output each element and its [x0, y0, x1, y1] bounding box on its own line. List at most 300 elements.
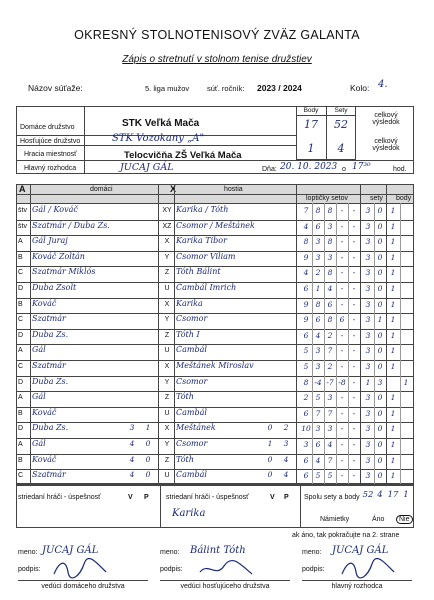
away-subs-p: P [284, 494, 289, 501]
home-player: Kováč [32, 407, 57, 417]
set-score: - [340, 408, 344, 418]
col-sets-header: loptičky setov [306, 195, 349, 202]
away-stat-p: 3 [283, 439, 289, 448]
set-score: - [352, 284, 356, 293]
home-signature [50, 558, 110, 580]
set-score: 8 [327, 315, 333, 325]
row-code: Z [164, 269, 170, 277]
set-score: 2 [327, 362, 333, 371]
sety-home: 3 [365, 284, 371, 293]
set-score: 3 [315, 252, 321, 262]
document-title: OKRESNÝ STOLNOTENISOVÝ ZVÄZ GALANTA [74, 28, 360, 42]
row-type: A [18, 394, 23, 402]
row-code: XZ [162, 222, 172, 230]
home-player: Kováč [32, 454, 57, 464]
row-code: U [164, 409, 170, 417]
row-code: Z [164, 331, 170, 339]
home-team-value: STK Veľká Mača [122, 118, 200, 129]
set-score: 8 [327, 268, 333, 278]
row-type: A [18, 238, 23, 246]
body-away: 1 [403, 377, 409, 387]
document-subtitle: Zápis o stretnutí v stolnom tenise družstiev [122, 54, 312, 65]
home-player: Szatmár / Duba Zs. [32, 220, 110, 230]
away-sub-value: Karika [172, 508, 206, 519]
row-type: C [18, 472, 24, 480]
home-stat-p: 0 [145, 439, 151, 448]
row-code: XY [162, 207, 172, 214]
sety-away: 0 [377, 346, 383, 356]
home-player: Duba Zsolt [32, 283, 77, 292]
sety-home: 3 [365, 315, 371, 325]
sety-home: 3 [365, 237, 371, 247]
set-score: 2 [315, 268, 321, 278]
body-home: 1 [390, 408, 396, 418]
row-code: X [164, 238, 170, 246]
meno-home-value: JUCAJ GÁL [42, 545, 99, 556]
home-player: Gál [32, 439, 46, 448]
body-home: 1 [390, 455, 396, 465]
sety-home: 1 [365, 377, 371, 387]
body-header: Body [303, 107, 319, 114]
meno-home-label: meno: [18, 549, 38, 556]
set-score: - [352, 268, 356, 278]
away-player: Čambál [176, 407, 207, 417]
set-score: - [340, 252, 344, 262]
home-stat-v: 4 [129, 454, 135, 464]
set-score: 8 [303, 237, 309, 247]
away-stat-p: 4 [283, 470, 289, 480]
set-score: - [340, 268, 344, 278]
away-player: Čambál Imrich [176, 283, 237, 292]
home-subs-p: P [144, 494, 149, 501]
away-player: Csomor [176, 376, 208, 386]
sety-away: 0 [377, 268, 383, 278]
away-player: Karika Tibor [176, 236, 227, 246]
set-score: - [340, 330, 344, 340]
home-player: Gál [32, 392, 46, 402]
podpis-ref-label: podpis: [302, 566, 325, 573]
round-label: Kolo: [350, 83, 370, 93]
row-type: štv [18, 222, 27, 230]
set-score: - [340, 393, 344, 403]
away-player: Tóth [176, 392, 194, 402]
row-code: Y [164, 316, 170, 324]
sety-away: 0 [377, 221, 383, 231]
sety-home: 3 [365, 268, 371, 278]
podpis-away-label: podpis: [160, 566, 183, 573]
sig-away-title: vedúci hosťujúceho družstva [180, 583, 270, 590]
competition-value: 5. liga mužov [145, 84, 190, 93]
away-stat-v: 1 [267, 439, 273, 448]
body-home: 1 [390, 221, 396, 231]
set-score: - [352, 330, 356, 340]
row-code: Z [164, 394, 170, 402]
away-player: Tóth [176, 454, 194, 464]
set-score: - [340, 206, 344, 215]
set-score: 5 [315, 393, 321, 403]
set-score: 9 [303, 299, 309, 309]
result-label-2: celkový výsledok [372, 138, 400, 152]
set-score: -7 [326, 377, 334, 387]
meno-ref-value: JUCAJ GÁL [332, 545, 389, 556]
away-stat-p: 4 [283, 454, 289, 464]
set-score: 5 [327, 471, 333, 481]
sety-home: 3 [365, 440, 371, 449]
body-home: 1 [390, 362, 396, 371]
sety-away: 0 [377, 206, 383, 215]
col-sety-header: sety [370, 195, 383, 202]
set-score: 6 [315, 315, 321, 325]
total-body-away: 1 [403, 490, 409, 500]
row-type: D [18, 425, 24, 433]
set-score: - [340, 424, 344, 434]
row-type: D [18, 285, 24, 292]
row-type: B [18, 300, 23, 308]
body-home: 1 [390, 299, 396, 309]
row-type: A [18, 347, 23, 355]
row-type: B [18, 253, 23, 261]
body-home: 1 [390, 393, 396, 403]
sety-away: 0 [377, 299, 383, 309]
set-score: - [340, 221, 344, 231]
home-stat-v: 4 [129, 439, 135, 448]
body-home: 1 [390, 424, 396, 434]
total-label: Spolu sety a body [304, 494, 360, 501]
home-player: Gál / Kováč [32, 205, 78, 214]
set-score: - [352, 424, 356, 434]
row-code: Y [164, 378, 170, 386]
home-body-total: 17 [304, 118, 318, 131]
set-score: 8 [315, 299, 321, 309]
set-score: 3 [315, 424, 321, 434]
col-hostia-header: hostia [224, 186, 243, 193]
set-score: 5 [303, 346, 309, 356]
sety-home: 3 [365, 330, 371, 340]
sety-away: 0 [377, 362, 383, 371]
home-stat-p: 1 [145, 423, 151, 433]
away-subs-v: V [270, 494, 275, 501]
set-score: - [352, 455, 356, 465]
set-score: 3 [327, 424, 333, 434]
sety-home: 3 [365, 221, 371, 231]
body-home: 1 [390, 284, 396, 293]
away-signature [196, 558, 256, 580]
home-player: Szatmár [32, 470, 66, 480]
away-subs-label: striedaní hráči - úspešnosť [166, 494, 249, 501]
set-score: - [352, 237, 356, 247]
set-score: - [352, 346, 356, 356]
set-score: 3 [327, 221, 333, 231]
time-unit: hod. [393, 166, 407, 173]
total-body-home: 17 [387, 490, 399, 500]
col-x-header: X [170, 184, 177, 194]
sety-away: 0 [377, 330, 383, 340]
competition-label: Názov súťaže: [28, 83, 83, 93]
set-score: 6 [327, 299, 333, 309]
set-score: - [340, 440, 344, 449]
row-type: C [18, 269, 24, 277]
body-home: 1 [390, 268, 396, 278]
set-score: - [340, 299, 344, 309]
set-score: 7 [327, 455, 333, 465]
set-score: 6 [339, 315, 345, 325]
home-player: Duba Zs. [32, 376, 69, 386]
sety-home: 3 [365, 252, 371, 262]
date-value: 20. 10. 2023 [280, 162, 338, 172]
sety-away: 0 [377, 393, 383, 403]
sety-home: 3 [365, 424, 371, 434]
away-player: Meštánek Miroslav [176, 361, 254, 370]
set-score: - [352, 471, 356, 481]
set-score: - [352, 440, 356, 449]
set-score: 4 [327, 284, 333, 293]
away-player: Karika [176, 298, 203, 308]
time-value: 17³⁰ [352, 162, 371, 172]
away-player: Csomor / Meštánek [176, 220, 255, 230]
set-score: - [340, 362, 344, 371]
set-score: - [352, 315, 356, 325]
sety-home: 3 [365, 362, 371, 371]
footer-block [16, 484, 414, 528]
set-score: 8 [315, 206, 321, 215]
row-code: X [164, 425, 170, 433]
set-score: - [340, 237, 344, 247]
set-score: 2 [303, 393, 309, 403]
total-sets-home: 52 [362, 490, 374, 500]
set-score: 4 [327, 440, 333, 449]
sety-home: 3 [365, 346, 371, 356]
sig-ref-title: hlavný rozhodca [331, 583, 383, 590]
set-score: - [340, 455, 344, 465]
set-score: 5 [315, 471, 321, 481]
sety-away: 3 [377, 377, 383, 387]
referee-value: JUCAJ GÁL [120, 162, 174, 173]
set-score: - [352, 362, 356, 371]
sety-home: 3 [365, 408, 371, 418]
set-score: - [352, 299, 356, 309]
set-score: 9 [303, 252, 309, 262]
protest-label: Námietky [320, 516, 350, 523]
sety-away: 0 [377, 252, 383, 262]
sig-home-title: vedúci domáceho družstva [41, 583, 125, 590]
set-score: - [352, 221, 356, 231]
protest-nie: Nie [396, 515, 413, 524]
body-home: 1 [390, 440, 396, 449]
home-player: Kováč Zoltán [32, 251, 85, 261]
home-subs-v: V [128, 494, 133, 501]
set-score: 8 [303, 377, 309, 387]
row-code: Y [164, 253, 170, 261]
home-player: Kováč [32, 298, 57, 308]
home-stat-v: 3 [129, 423, 135, 433]
home-player: Gál Juraj [32, 236, 68, 246]
away-body-total: 1 [307, 142, 315, 155]
row-code: Z [164, 456, 170, 464]
set-score: 7 [327, 408, 333, 418]
col-a-header: A [19, 184, 26, 194]
row-type: C [18, 316, 24, 324]
away-sety-total: 4 [337, 142, 345, 155]
set-score: 6 [303, 284, 309, 293]
meno-away-label: meno: [160, 549, 180, 556]
sety-home: 3 [365, 299, 371, 309]
set-score: 1 [315, 284, 321, 293]
set-score: 7 [303, 206, 309, 215]
row-type: D [18, 378, 24, 386]
continue-note: ak áno, tak pokračujte na 2. strane [292, 532, 400, 539]
away-team-label: Hosťujúce družstvo [20, 138, 81, 145]
sety-away: 0 [377, 471, 383, 481]
venue-label: Hracia miestnosť [24, 151, 77, 158]
set-score: 6 [303, 455, 309, 465]
sety-away: 0 [377, 284, 383, 293]
home-sety-total: 52 [334, 118, 348, 131]
away-player: Tóth I [176, 329, 200, 339]
set-score: -8 [338, 377, 346, 387]
podpis-home-label: podpis: [18, 566, 41, 573]
set-score: 3 [315, 346, 321, 356]
away-stat-v: 0 [267, 470, 273, 480]
set-score: - [352, 252, 356, 262]
row-type: A [18, 441, 23, 448]
row-code: X [164, 300, 170, 308]
away-stat-v: 0 [267, 454, 273, 464]
away-player: Karika / Tóth [176, 205, 229, 214]
home-team-label: Domáce družstvo [20, 124, 75, 131]
body-home: 1 [390, 330, 396, 340]
set-score: 6 [303, 330, 309, 340]
ref-signature [338, 558, 398, 580]
set-score: 3 [303, 440, 309, 449]
set-score: 6 [303, 408, 309, 418]
sety-home: 3 [365, 206, 371, 215]
home-subs-label: striedaní hráči - úspešnosť [18, 494, 101, 501]
row-type: B [18, 409, 23, 417]
sety-away: 1 [377, 315, 383, 325]
away-player: Csomor Viliam [176, 251, 236, 261]
home-player: Duba Zs. [32, 423, 69, 433]
set-score: 8 [327, 206, 333, 215]
home-player: Duba Zs. [32, 329, 69, 339]
away-stat-p: 2 [283, 423, 289, 433]
row-type: B [18, 456, 23, 464]
away-player: Čambál [176, 470, 207, 480]
protest-ano: Áno [372, 516, 385, 523]
sety-away: 0 [377, 455, 383, 465]
venue-value: Telocvičňa ZŠ Veľká Mača [124, 150, 242, 161]
away-team-value: STK Vozokany „A" [112, 133, 205, 144]
set-score: 6 [315, 221, 321, 231]
set-score: 3 [327, 393, 333, 403]
body-home: 1 [390, 315, 396, 325]
meno-away-value: Bálint Tóth [190, 545, 246, 556]
set-score: 4 [303, 268, 309, 278]
date-label: Dňa: [262, 166, 277, 173]
home-player: Szatmár Miklós [32, 267, 96, 277]
total-sets-away: 4 [377, 490, 383, 500]
body-home: 1 [390, 471, 396, 481]
set-score: 4 [315, 455, 321, 465]
row-type: D [18, 331, 24, 339]
away-player: Csomor [176, 314, 208, 324]
referee-label: Hlavný rozhodca [24, 165, 77, 172]
sety-header: Sety [334, 107, 348, 114]
meno-ref-label: meno: [302, 549, 322, 556]
set-score: 9 [303, 315, 309, 325]
sety-away: 0 [377, 237, 383, 247]
away-player: Csomor [176, 439, 208, 448]
set-score: 3 [315, 237, 321, 247]
set-score: 6 [303, 471, 309, 481]
season-value: 2023 / 2024 [257, 83, 302, 93]
col-home-header: domáci [90, 186, 113, 193]
season-label: súť. ročník: [207, 84, 245, 93]
set-score: 10 [301, 424, 311, 434]
home-player: Szatmár [32, 361, 66, 370]
home-stat-p: 0 [145, 470, 151, 480]
set-score: -4 [314, 377, 322, 387]
set-score: 3 [315, 362, 321, 371]
body-home: 1 [390, 237, 396, 247]
set-score: - [340, 471, 344, 481]
sety-home: 3 [365, 455, 371, 465]
set-score: 7 [315, 408, 321, 418]
home-player: Gál [32, 345, 46, 355]
set-score: 4 [315, 330, 321, 340]
time-label: o [342, 166, 346, 173]
home-player: Szatmár [32, 314, 66, 324]
row-code: U [164, 347, 170, 355]
row-type: štv [18, 207, 27, 214]
set-score: 6 [315, 440, 321, 449]
sety-away: 0 [377, 408, 383, 418]
sety-home: 3 [365, 393, 371, 403]
body-home: 1 [390, 346, 396, 356]
home-stat-v: 4 [129, 470, 135, 480]
set-score: - [340, 284, 344, 293]
set-score: 7 [327, 346, 333, 356]
row-code: U [164, 285, 170, 292]
away-player: Čambál [176, 345, 207, 355]
away-player: Tóth Bálint [176, 267, 221, 277]
set-score: 4 [303, 221, 309, 231]
set-score: 3 [327, 252, 333, 262]
sety-home: 3 [365, 471, 371, 481]
set-score: - [352, 377, 356, 387]
away-stat-v: 0 [267, 423, 273, 433]
row-type: C [18, 363, 24, 370]
set-score: - [352, 206, 356, 215]
round-value: 4. [378, 79, 388, 90]
result-label-1: celkový výsledok [372, 112, 400, 126]
body-home: 1 [390, 252, 396, 262]
set-score: - [340, 346, 344, 356]
sety-away: 0 [377, 424, 383, 434]
row-code: Y [164, 441, 170, 448]
body-home: 1 [390, 206, 396, 215]
col-body-header: body [396, 195, 412, 202]
set-score: 8 [327, 237, 333, 247]
set-score: 5 [303, 362, 309, 371]
row-code: X [164, 363, 170, 370]
away-player: Meštánek [176, 423, 216, 433]
set-score: 2 [327, 330, 333, 340]
row-code: U [164, 472, 170, 480]
home-stat-p: 0 [145, 454, 151, 464]
set-score: - [352, 393, 356, 403]
sety-away: 0 [377, 440, 383, 449]
set-score: - [352, 408, 356, 418]
